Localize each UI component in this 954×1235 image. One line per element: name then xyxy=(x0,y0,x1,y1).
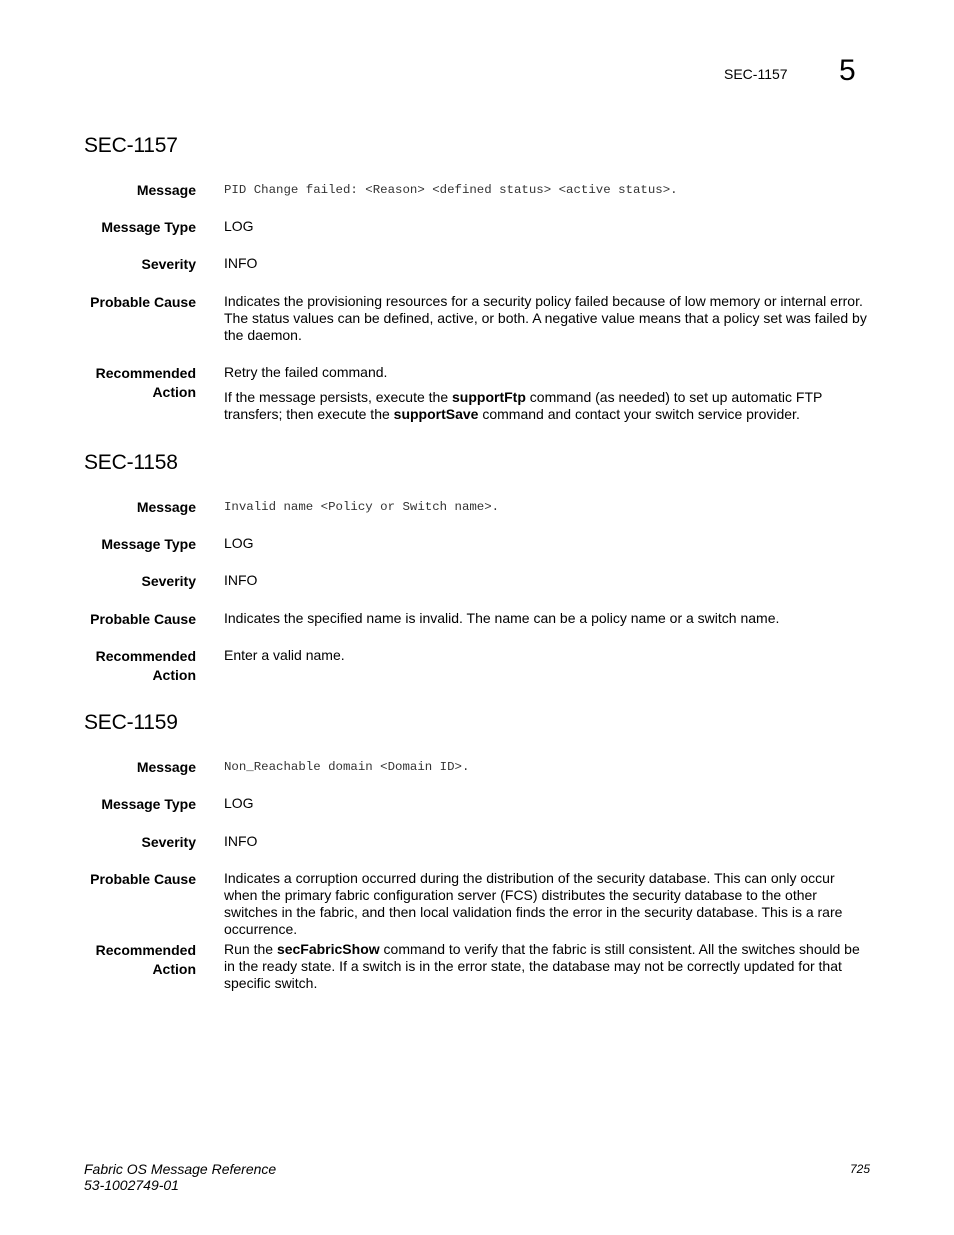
page-number: 725 xyxy=(849,1162,870,1176)
message-label: Message xyxy=(136,182,196,198)
severity-label: Severity xyxy=(141,834,196,850)
recommended-action-text xyxy=(224,364,870,423)
command-name: supportSave xyxy=(393,406,479,422)
message-type-value: LOG xyxy=(224,218,254,234)
probable-cause-text: Indicates the specified name is invalid. The name can be a policy name or a switch name. xyxy=(224,610,780,626)
message-label: Message xyxy=(136,499,196,515)
section-title-sec-1159: SEC-1159 xyxy=(84,711,178,734)
running-head-title: SEC-1157 xyxy=(724,66,788,82)
action-text: If the message persists, execute the xyxy=(224,389,453,405)
probable-cause-text: Indicates a corruption occurred during the distribution of the security database. This can only occur when the primary fabric configuration server (FCS) distributes the security database to the other switches in the fabric, and then local validation finds the error in the security database. This is a rare occurrence. xyxy=(224,870,843,937)
action-text: command and contact your switch service provider. xyxy=(478,406,800,422)
action-text: command to verify that the fabric is still consistent. All the switches should be in the ready state. If a switch is in the error state, the database may not be correctly updated for that specific switch. xyxy=(224,941,860,991)
message-type-label: Message Type xyxy=(101,796,196,812)
message-type-label: Message Type xyxy=(101,536,196,552)
recommended-action-label xyxy=(56,364,196,402)
probable-cause-label: Probable Cause xyxy=(90,294,196,310)
probable-cause-label: Probable Cause xyxy=(90,871,196,887)
message-type-label: Message Type xyxy=(101,219,196,235)
command-name: supportFtp xyxy=(452,389,526,405)
message-type-value: LOG xyxy=(224,535,254,551)
severity-value: INFO xyxy=(224,833,258,849)
message-text: Non_Reachable domain <Domain ID>. xyxy=(224,760,470,774)
recommended-label-line1: Recommended xyxy=(95,365,196,381)
recommended-action-label xyxy=(56,941,196,979)
recommended-label-line2: Action xyxy=(152,384,196,400)
recommended-action-text xyxy=(224,941,870,992)
severity-value: INFO xyxy=(224,255,258,271)
footer-document-info xyxy=(84,1161,276,1193)
footer-doc-title: Fabric OS Message Reference xyxy=(84,1161,277,1177)
action-text: Run the xyxy=(224,941,277,957)
severity-label: Severity xyxy=(141,256,196,272)
section-title-sec-1158: SEC-1158 xyxy=(84,451,178,474)
recommended-label-line2: Action xyxy=(152,961,196,977)
severity-label: Severity xyxy=(141,573,196,589)
recommended-action-label xyxy=(56,647,196,685)
message-text: PID Change failed: <Reason> <defined status> <active status>. xyxy=(224,183,678,197)
footer-doc-number: 53-1002749-01 xyxy=(84,1177,179,1193)
action-paragraph xyxy=(224,389,870,423)
action-paragraph: Retry the failed command. xyxy=(224,364,388,380)
section-title-sec-1157: SEC-1157 xyxy=(84,134,178,157)
message-label: Message xyxy=(136,759,196,775)
recommended-label-line2: Action xyxy=(152,667,196,683)
probable-cause-label: Probable Cause xyxy=(90,611,196,627)
running-head xyxy=(0,54,954,87)
command-name: secFabricShow xyxy=(276,941,380,957)
message-text: Invalid name <Policy or Switch name>. xyxy=(224,500,500,514)
probable-cause-text: Indicates the provisioning resources for a security policy failed because of low memory or internal error. The status values can be defined, active, or both. A negative value means that a policy set was failed by the daemon. xyxy=(224,293,867,343)
recommended-action-text: Enter a valid name. xyxy=(224,647,345,663)
message-type-value: LOG xyxy=(224,795,254,811)
chapter-number: 5 xyxy=(839,54,856,87)
severity-value: INFO xyxy=(224,572,258,588)
recommended-label-line1: Recommended xyxy=(95,942,196,958)
recommended-label-line1: Recommended xyxy=(95,648,196,664)
action-text: command (as needed) to set up automatic FTP transfers; then execute the xyxy=(224,389,823,422)
